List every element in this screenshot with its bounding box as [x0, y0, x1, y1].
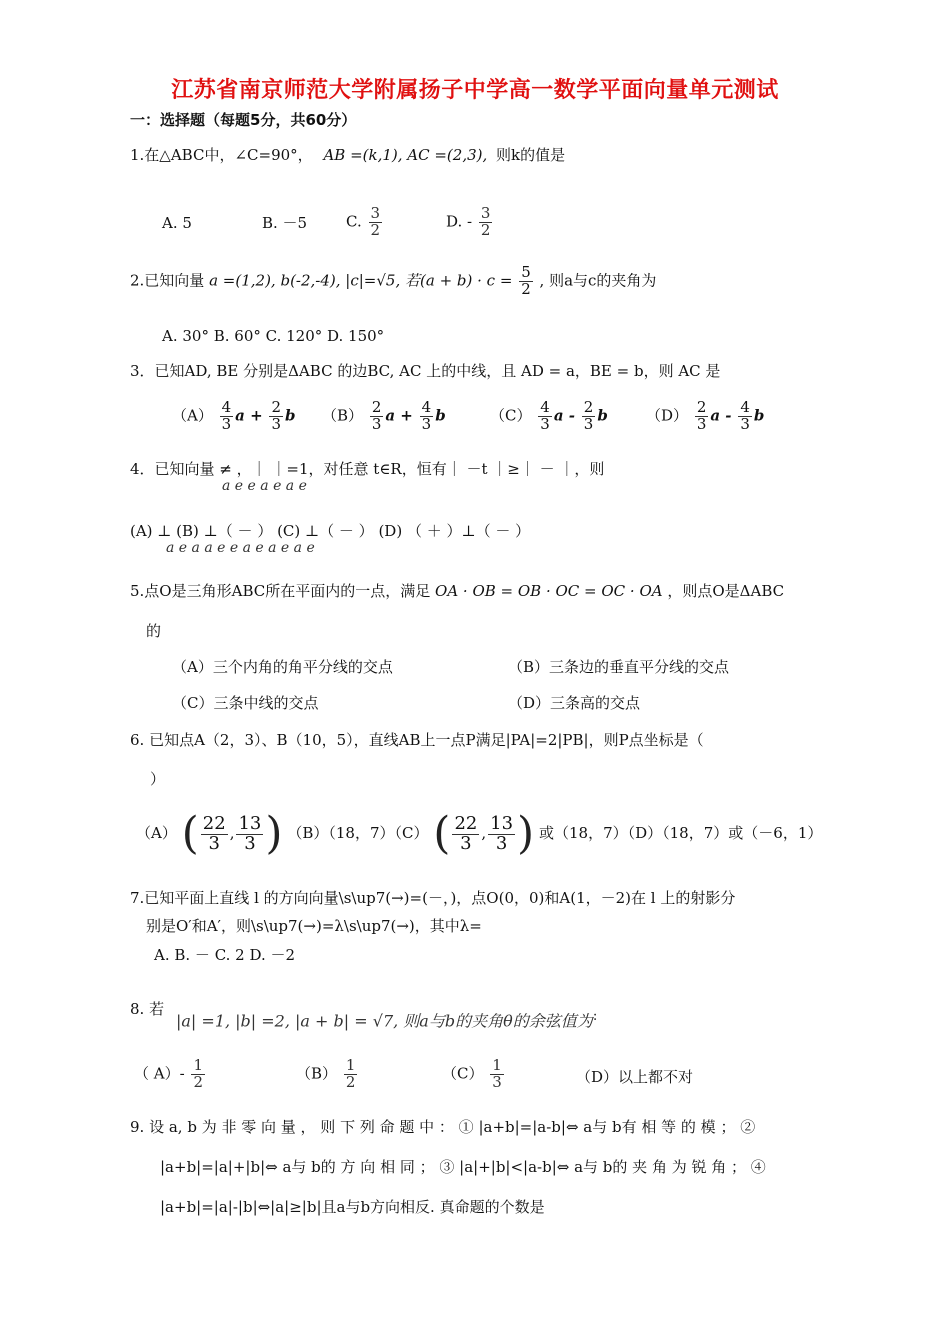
page-title: 江苏省南京师范大学附属扬子中学高一数学平面向量单元测试: [171, 78, 779, 103]
q1-option-b: B. －5: [262, 214, 308, 232]
q3-option-d: [646, 400, 764, 433]
q3-option-d-label: （D）: [646, 406, 689, 425]
q1-option-a: A. 5: [162, 214, 192, 232]
q6-paren-left-2: (: [433, 808, 451, 859]
q3-a-frac2: $\frac{2}{3}$: [271, 398, 282, 433]
q2-stem: [130, 265, 656, 298]
q5-option-d: （D）三条高的交点: [508, 694, 641, 712]
q8-option-b: [296, 1058, 359, 1091]
q2-stem-text: 2.已知向量: [130, 271, 205, 290]
q1-stem: [130, 146, 565, 164]
q6-paren-left: (: [181, 808, 199, 859]
q1-option-d-fraction: $\frac{3}{2}$: [480, 204, 491, 239]
q3-c-end: b: [597, 406, 608, 425]
q6-stem: 6. 已知点A（2，3）、B（10，5），直线AB上一点P满足|PA|=2|PB|，则P点坐标是（: [130, 731, 704, 749]
q6-paren-right-2: ): [517, 808, 535, 859]
q3-c-frac2: $\frac{2}{3}$: [583, 398, 594, 433]
q3-option-b: [322, 400, 446, 433]
q3-option-b-label: （B）: [322, 406, 364, 425]
q9-line3: |a+b|=|a|-|b|⇔|a|≥|b|且a与b方向相反. 真命题的个数是: [160, 1198, 545, 1216]
q5-formula: OA · OB = OB · OC = OC · OA: [435, 582, 663, 600]
q5-option-a: （A）三个内角的角平分线的交点: [172, 658, 393, 676]
q5-option-c: （C）三条中线的交点: [172, 694, 319, 712]
q3-option-c-label: （C）: [490, 406, 532, 425]
q7-line1: 7.已知平面上直线 l 的方向向量\s\up7(→)=(－，)，点O(0，0)和A(1，－2)在 l 上的射影分: [130, 889, 736, 907]
q1-option-c-fraction: $\frac{3}{2}$: [370, 204, 381, 239]
q3-b-mid: a +: [385, 406, 413, 425]
q3-d-mid: a -: [710, 406, 732, 425]
q6-c-frac1: $\frac{22}{3}$: [454, 812, 478, 854]
q8-option-a: [134, 1058, 207, 1091]
q8-colon: :: [592, 1008, 598, 1024]
q3-d-end: b: [753, 406, 765, 425]
q3-c-mid: a -: [553, 406, 575, 425]
q8-option-c-fraction: $\frac{1}{3}$: [492, 1056, 502, 1091]
section-heading: 一：选择题（每题5分，共60分）: [130, 111, 357, 129]
q3-d-frac2: $\frac{4}{3}$: [740, 398, 750, 433]
q1-stem-text: 1.在△ABC中，∠C=90°，: [130, 146, 313, 164]
q8-option-a-fraction: $\frac{1}{2}$: [193, 1056, 203, 1091]
q5-stem-cont: 的: [146, 622, 162, 640]
q6-stem-cont: ）: [150, 770, 166, 788]
q6-option-b-c: （B）（18，7）（C）: [287, 824, 429, 842]
q6-c-frac2: $\frac{13}{3}$: [490, 812, 514, 854]
q2-formula: a =(1,2), b(-2,-4), |c|=√5, 若(a + b) · c =: [209, 271, 513, 290]
q8-option-b-label: （B）: [296, 1064, 338, 1083]
q5-stem: [130, 582, 784, 600]
q9-line1: 9. 设 a, b 为 非 零 向 量 ， 则 下 列 命 题 中 ： ① |a+b|=|a-b|⇔ a与 b有 相 等 的 模 ； ②: [130, 1118, 756, 1136]
q4-stem: 4．已知向量 ≠ ，｜ ｜=1，对任意 t∈R，恒有｜ －t ｜≥｜ － ｜，则: [130, 460, 605, 478]
q3-c-frac1: $\frac{4}{3}$: [540, 398, 550, 433]
q3-b-end: b: [435, 406, 446, 425]
q6-option-a-label: （A）: [136, 824, 177, 842]
q5-option-b: （B）三条边的垂直平分线的交点: [508, 658, 730, 676]
q3-a-mid: a +: [235, 406, 263, 425]
q1-formula: AB =(k,1), AC =(2,3),: [323, 146, 488, 164]
q9-line2: |a+b|=|a|+|b|⇔ a与 b的 方 向 相 同 ； ③ |a|+|b|<|a-b|⇔ a与 b的 夹 角 为 锐 角 ； ④: [160, 1158, 766, 1176]
q1-option-c-label: C.: [346, 212, 362, 231]
q6-options: （A） ( $\frac{22}{3}$ , $\frac{13}{3}$ ) （B）（18，7）（C） ( $\frac{22}{3}$ , $\frac{13}{3}$ ) 或（18，7）（D）（18，7）或（－6，1）: [136, 808, 823, 859]
q3-stem: 3．已知AD, BE 分别是ΔABC 的边BC, AC 上的中线，且 AD = a，BE = b，则 AC 是: [130, 362, 721, 380]
q6-a-frac1: $\frac{22}{3}$: [202, 812, 226, 854]
q4-options-vectors: a e a a e e a e a e a e: [166, 540, 315, 556]
q3-option-a-label: （A）: [172, 406, 213, 425]
q6-a-frac2: $\frac{13}{3}$: [238, 812, 262, 854]
q4-stem-vectors: a e e a e a e: [222, 478, 307, 494]
q8-formula: [176, 1008, 597, 1031]
q5-tail: ，则点O是ΔABC: [667, 582, 785, 600]
q1-option-c: [346, 206, 384, 239]
q8-option-c-label: （C）: [442, 1064, 484, 1083]
q4-options: (A) ⊥ (B) ⊥（ － ） (C) ⊥（ － ） (D) （ ＋ ）⊥（ － ）: [130, 522, 531, 540]
q2-tail: , 则a与c的夹角为: [539, 271, 657, 290]
q5-stem-text: 5.点O是三角形ABC所在平面内的一点，满足: [130, 582, 431, 600]
q3-a-end: b: [285, 406, 296, 425]
q6-option-c-d: 或（18，7）（D）（18，7）或（－6，1）: [538, 824, 823, 842]
q1-option-d-label: D. -: [446, 212, 473, 231]
q3-b-frac1: $\frac{2}{3}$: [371, 398, 382, 433]
q8-option-d: （D）以上都不对: [576, 1068, 694, 1086]
q7-options: A. B. － C. 2 D. －2: [154, 946, 296, 964]
q1-tail: 则k的值是: [496, 146, 566, 164]
q8-option-c: [442, 1058, 506, 1091]
q6-paren-right: ): [265, 808, 283, 859]
q3-d-frac1: $\frac{2}{3}$: [696, 398, 707, 433]
q2-fraction: $\frac{5}{2}$: [521, 263, 531, 298]
q8-option-b-fraction: $\frac{1}{2}$: [345, 1056, 356, 1091]
q3-option-c: [490, 400, 608, 433]
q1-option-d: [446, 206, 494, 239]
q3-a-frac1: $\frac{4}{3}$: [221, 398, 232, 433]
q3-option-a: [172, 400, 296, 433]
q8-number: 8. 若: [130, 1000, 165, 1018]
q8-option-a-label: （ A）-: [134, 1064, 185, 1083]
q7-line2: 别是O′和A′，则\s\up7(→)=λ\s\up7(→)，其中λ=: [146, 917, 482, 935]
q3-b-frac2: $\frac{4}{3}$: [421, 398, 432, 433]
q8-formula-text: |a| =1, |b| =2, |a + b| = √7, 则a与b的夹角θ的余弦值为: [176, 1011, 593, 1031]
q2-options: A. 30° B. 60° C. 120° D. 150°: [162, 327, 385, 345]
